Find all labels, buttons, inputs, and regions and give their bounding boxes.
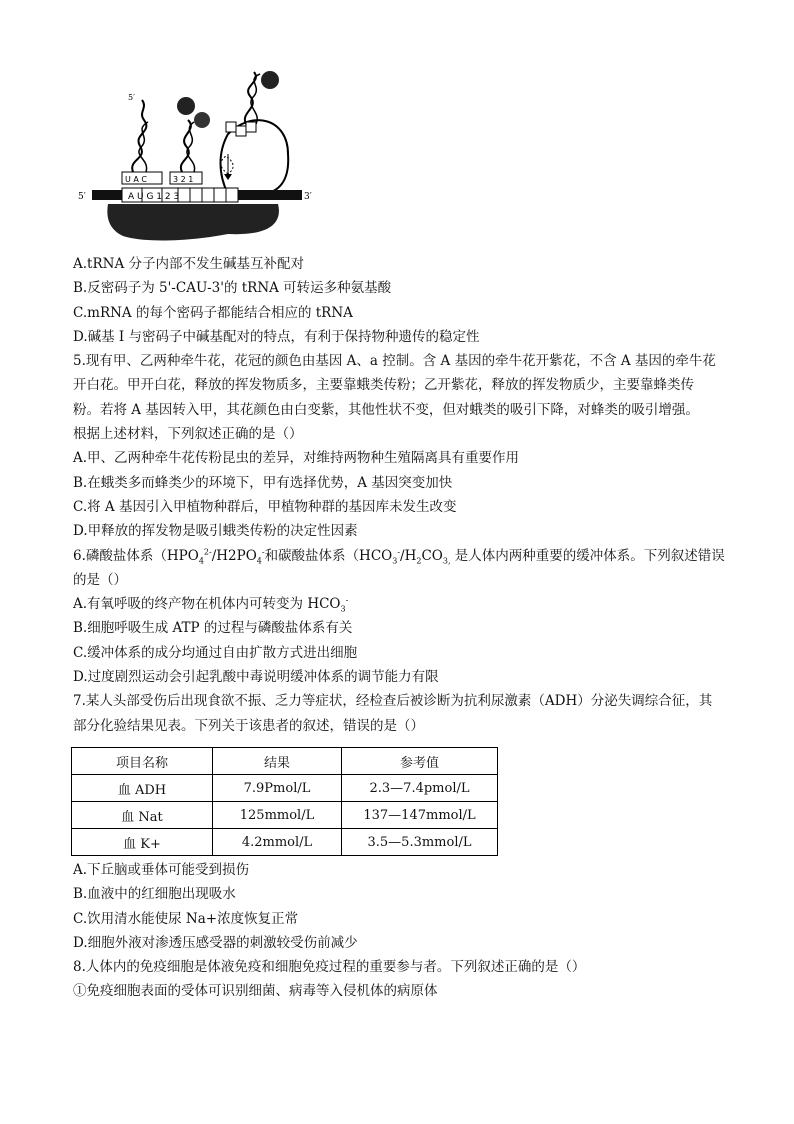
q5-option-c: C.将 A 基因引入甲植物种群后，甲植物种群的基因库未发生改变: [73, 498, 457, 515]
q5-stem-line: 开白花。甲开白花，释放的挥发物质多，主要靠蛾类传粉；乙开紫花，释放的挥发物质少，主要靠蜂类传: [73, 377, 694, 394]
q6-option-a: A.有氧呼吸的终产物在机体内可转变为 $HCO_3^-$: [73, 595, 349, 614]
q5-stem-line: 5.现有甲、乙两种牵牛花，花冠的颜色由基因 A、a 控制。含 A 基因的牵牛花开紫花，不含 A 基因的牵牛花: [73, 353, 716, 370]
q7-option-b: B.血液中的红细胞出现吸水: [73, 886, 236, 903]
q5-stem-line: 粉。若将 A 基因转入甲，其花颜色由白变紫，其他性状不变，但对蛾类的吸引下降，对蜂类的吸引增强。: [73, 401, 699, 418]
q4-option-d: D.碱基 I 与密码子中碱基配对的特点，有利于保持物种遗传的稳定性: [73, 328, 480, 345]
anticodon-321-label: 3 2 1: [173, 175, 194, 184]
table-header: 项目名称: [72, 748, 213, 775]
table-cell: 3.5—5.3mmol/L: [342, 829, 498, 856]
adh-lab-results-table: [71, 747, 498, 856]
table-row: [72, 829, 498, 856]
q7-option-a: A.下丘脑或垂体可能受到损伤: [73, 862, 250, 878]
q6-option-b: B.细胞呼吸生成 ATP 的过程与磷酸盐体系有关: [73, 620, 353, 637]
q7-option-c: C.饮用清水能使尿 Na+浓度恢复正常: [73, 910, 299, 927]
table-row: [72, 802, 498, 829]
table-cell: 4.2mmol/L: [213, 829, 342, 856]
q6-stem-line: 的是（）: [73, 571, 127, 588]
q5-option-b: B.在蛾类多而蜂类少的环境下，甲有选择优势，A 基因突变加快: [73, 474, 453, 491]
q7-stem-line: 7.某人头部受伤后出现食欲不振、乏力等症状，经检查后被诊断为抗利尿激素（ADH）分泌失调综合征，其: [73, 693, 713, 710]
q5-option-d: D.甲释放的挥发物是吸引蛾类传粉的决定性因素: [73, 523, 358, 540]
mrna-3prime-label: 3′: [304, 192, 312, 202]
table-cell: 血 Nat: [72, 802, 213, 829]
q4-option-b: B.反密码子为 5'-CAU-3'的 tRNA 可转运多种氨基酸: [73, 280, 392, 297]
q8-item-1: ①免疫细胞表面的受体可识别细菌、病毒等入侵机体的病原体: [73, 983, 438, 1000]
anticodon-uac-label: U A C: [125, 175, 147, 184]
q8-stem: 8.人体内的免疫细胞是体液免疫和细胞免疫过程的重要参与者。下列叙述正确的是（）: [73, 959, 586, 976]
translation-diagram: [78, 64, 328, 254]
table-cell: 2.3—7.4pmol/L: [342, 775, 498, 802]
table-header-row: [72, 748, 498, 775]
table-cell: 125mmol/L: [213, 802, 342, 829]
table-cell: 血 ADH: [72, 775, 213, 802]
table-cell: 7.9Pmol/L: [213, 775, 342, 802]
q4-option-c: C.mRNA 的每个密码子都能结合相应的 tRNA: [73, 304, 353, 321]
q5-option-a: A.甲、乙两种牵牛花传粉昆虫的差异，对维持两物种生殖隔离具有重要作用: [73, 450, 520, 467]
amino-acid-ball: [194, 112, 210, 128]
q4-option-a: A.tRNA 分子内部不发生碱基互补配对: [73, 256, 304, 272]
q6-option-d: D.过度剧烈运动会引起乳酸中毒说明缓冲体系的调节能力有限: [73, 669, 439, 686]
q7-option-d: D.细胞外液对渗透压感受器的刺激较受伤前减少: [73, 934, 358, 951]
table-header: 参考值: [342, 748, 498, 775]
svg-text:5′: 5′: [128, 93, 135, 102]
table-row: [72, 775, 498, 802]
mrna-5prime-label: 5′: [78, 192, 86, 202]
q5-stem-line: 根据上述材料，下列叙述正确的是（）: [73, 426, 303, 443]
amino-acid-ball: [177, 97, 195, 115]
amino-acid-ball: [261, 71, 279, 89]
q6-option-c: C.缓冲体系的成分均通过自由扩散方式进出细胞: [73, 644, 358, 661]
mrna-codons-label: A U G 1 2 3: [128, 192, 180, 202]
ribosome-small-subunit: [107, 204, 279, 240]
table-header: 结果: [213, 748, 342, 775]
table-cell: 血 K+: [72, 829, 213, 856]
table-cell: 137—147mmol/L: [342, 802, 498, 829]
q6-stem-line: 6.磷酸盐体系（$HPO_4^{2-}/H2PO_4^-$和碳酸盐体系（$HCO_3^-/H_2CO_{3,}$ 是人体内两种重要的缓冲体系。下列叙述错误: [73, 547, 725, 566]
q7-stem-line: 部分化验结果见表。下列关于该患者的叙述，错误的是（）: [73, 717, 424, 734]
